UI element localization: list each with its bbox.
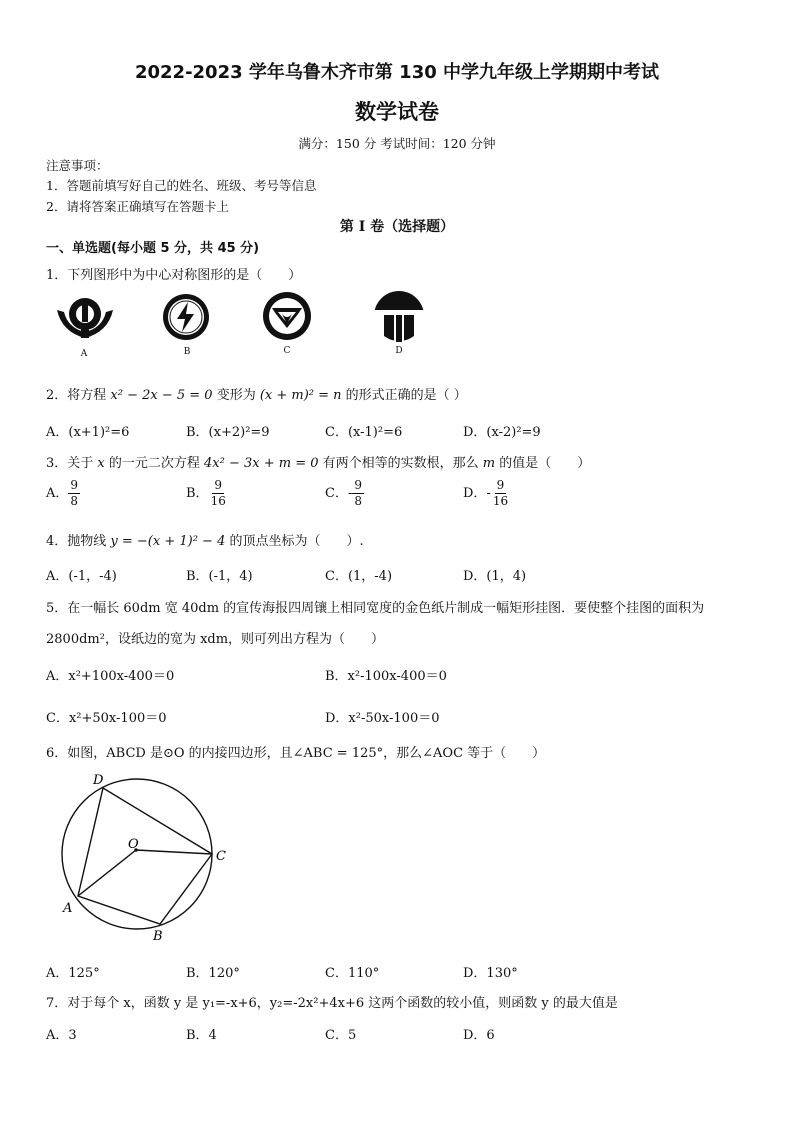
q5-option-c[interactable]: C．x²+50x-100＝0	[46, 711, 167, 726]
q5-option-b[interactable]: B．x²-100x-400＝0	[325, 669, 447, 684]
q3-option-b-fraction	[209, 478, 228, 509]
q3-option-a[interactable]	[46, 478, 80, 509]
logo-a-icon	[54, 292, 116, 342]
point-c-label: C	[216, 849, 226, 864]
q2-option-c[interactable]: C．(x-1)²=6	[325, 425, 403, 440]
q2-text-mid: 变形为	[212, 388, 260, 403]
q7-option-c[interactable]: C．5	[325, 1028, 357, 1043]
exam-title: 2022-2023 学年乌鲁木齐市第 130 中学九年级上学期期中考试	[134, 62, 660, 83]
q3-option-d[interactable]	[463, 478, 510, 509]
logo-d-icon	[372, 290, 426, 342]
logo-c-label: C	[283, 346, 291, 356]
q3-var-m: m	[482, 456, 496, 471]
q4-text-post: 的顶点坐标为（ ）.	[225, 534, 364, 549]
q3-equation: 4x² − 3x + m = 0	[204, 456, 319, 471]
q4-equation: y = −(x + 1)² − 4	[110, 534, 226, 549]
q7-option-d[interactable]: D．6	[463, 1028, 495, 1043]
fraction-numerator: 9	[214, 478, 223, 492]
question-2-stem	[46, 384, 467, 403]
question-1-stem: 1．下列图形中为中心对称图形的是（ ）	[46, 268, 302, 283]
q5-option-d[interactable]: D．x²-50x-100＝0	[325, 711, 440, 726]
q6-option-c[interactable]: C．110°	[325, 966, 380, 981]
point-d-label: D	[93, 773, 104, 788]
exam-meta: 满分：150 分 考试时间：120 分钟	[298, 136, 496, 151]
fraction-numerator: 9	[70, 478, 79, 492]
fraction-denominator: 16	[210, 494, 226, 508]
q4-text-pre: 4．抛物线	[46, 534, 111, 549]
q4-option-a[interactable]: A．(-1，-4)	[46, 569, 117, 584]
point-o-label: O	[128, 837, 139, 852]
q3-text-mid2: 有两个相等的实数根，那么	[318, 456, 483, 471]
q3-option-b[interactable]	[186, 478, 228, 509]
q2-text-pre: 2．将方程	[46, 388, 111, 403]
exam-subject: 数学试卷	[355, 100, 439, 124]
section-title: 一、单选题(每小题 5 分，共 45 分)	[46, 241, 260, 256]
q7-option-b[interactable]: B．4	[186, 1028, 217, 1043]
q7-option-a[interactable]: A．3	[46, 1028, 77, 1043]
q6-option-d[interactable]: D．130°	[463, 966, 518, 981]
q3-option-d-label: D．	[463, 486, 487, 501]
logo-b-label: B	[183, 347, 191, 357]
notes-item-2: 2．请将答案正确填写在答题卡上	[46, 199, 229, 214]
q3-text-pre: 3．关于	[46, 456, 98, 471]
fraction-denominator: 8	[70, 494, 79, 508]
logo-a-label: A	[80, 349, 88, 359]
q6-option-b[interactable]: B．120°	[186, 966, 240, 981]
q4-option-d[interactable]: D．(1，4)	[463, 569, 527, 584]
q2-text-post: 的形式正确的是（ ）	[341, 388, 467, 403]
q3-option-a-label: A．	[46, 486, 69, 501]
part-title: 第 I 卷（选择题）	[339, 219, 455, 235]
logo-b-lightning-icon	[160, 292, 212, 342]
fraction-denominator: 16	[492, 494, 509, 508]
q5-option-a[interactable]: A．x²+100x-400＝0	[46, 669, 175, 684]
q4-option-b[interactable]: B．(-1，4)	[186, 569, 253, 584]
notes-item-1: 1．答题前填写好自己的姓名、班级、考号等信息	[46, 178, 317, 193]
q3-var-x: x	[97, 456, 105, 471]
q2-option-b[interactable]: B．(x+2)²=9	[186, 425, 270, 440]
q3-option-d-sign: -	[486, 486, 491, 501]
q4-option-c[interactable]: C．(1，-4)	[325, 569, 393, 584]
question-3-stem	[46, 452, 590, 471]
point-b-label: B	[153, 929, 163, 944]
q3-option-c[interactable]	[325, 478, 364, 509]
question-7-stem: 7．对于每个 x，函数 y 是 y₁=-x+6，y₂=-2x²+4x+6 这两个函数的较小值，则函数 y 的最大值是	[46, 996, 618, 1011]
q2-equation-2: (x + m)² = n	[259, 388, 342, 403]
q3-option-a-fraction	[68, 478, 80, 509]
q3-option-c-fraction	[352, 478, 364, 509]
q6-circle-figure	[50, 768, 240, 946]
fraction-denominator: 8	[354, 494, 362, 508]
q3-option-b-label: B．	[186, 486, 209, 501]
q3-text-post: 的值是（ ）	[495, 456, 591, 471]
question-5-line-1: 5．在一幅长 60dm 宽 40dm 的宣传海报四周镶上相同宽度的金色纸片制成一幅矩形挂图．要使整个挂图的面积为	[46, 601, 705, 616]
q2-equation-1: x² − 2x − 5 = 0	[110, 388, 213, 403]
fraction-numerator: 9	[354, 478, 362, 492]
q3-option-c-sign: -	[347, 486, 353, 501]
notes-heading: 注意事项：	[46, 158, 109, 173]
point-a-label: A	[63, 901, 73, 916]
q3-option-d-fraction	[491, 478, 510, 509]
logo-c-icon	[259, 290, 315, 342]
q3-text-mid: 的一元二次方程	[104, 456, 205, 471]
q2-option-d[interactable]: D．(x-2)²=9	[463, 425, 541, 440]
q2-option-a[interactable]: A．(x+1)²=6	[46, 425, 130, 440]
q6-option-a[interactable]: A．125°	[46, 966, 100, 981]
logo-d-label: D	[395, 346, 403, 356]
fraction-numerator: 9	[496, 478, 505, 492]
q3-option-c-label: C．	[325, 486, 348, 501]
question-4-stem	[46, 530, 364, 549]
question-5-line-2: 2800dm²，设纸边的宽为 xdm，则可列出方程为（ ）	[46, 632, 385, 647]
question-6-stem: 6．如图，ABCD 是⊙O 的内接四边形，且∠ABC = 125°，那么∠AOC 等于（ ）	[46, 746, 546, 761]
